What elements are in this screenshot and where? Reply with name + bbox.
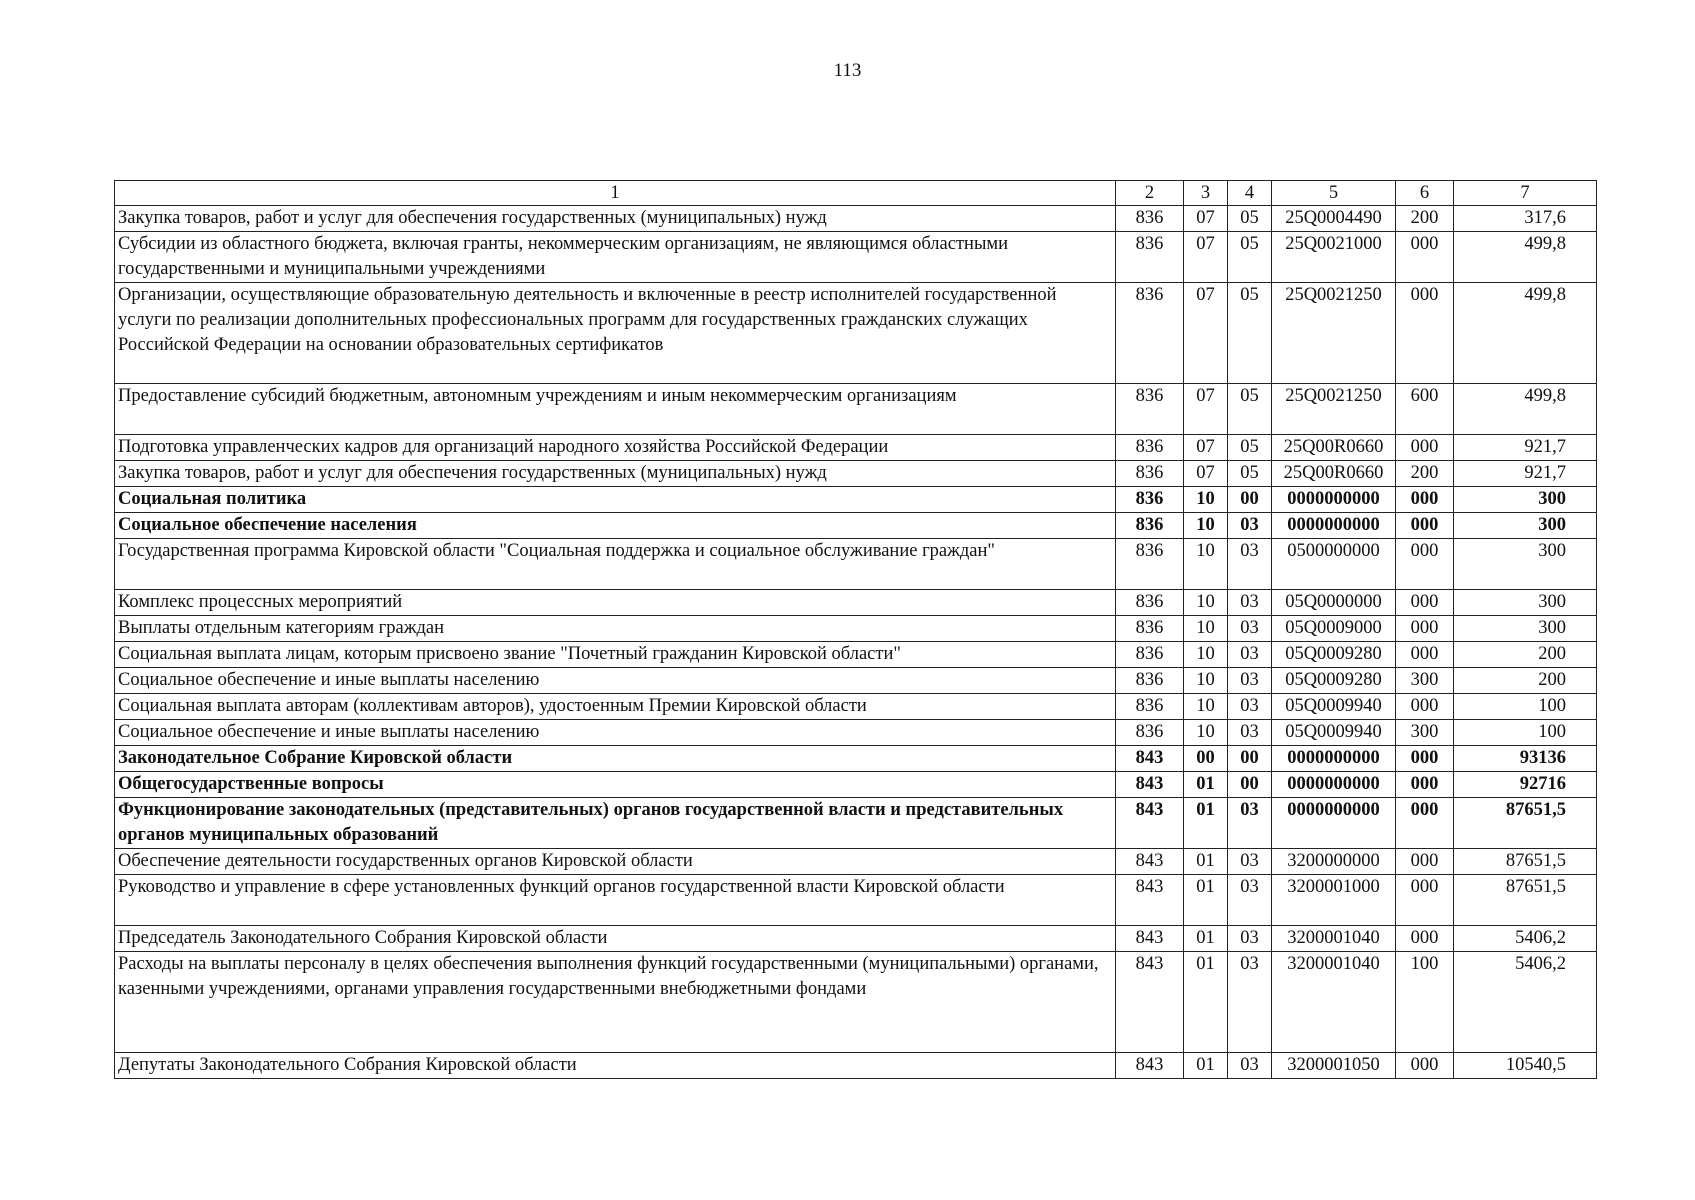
budget-table xyxy=(114,180,1597,1079)
row-section-code: 10 xyxy=(1184,720,1228,746)
table-row xyxy=(115,487,1597,513)
row-name: Председатель Законодательного Собрания Кировской области xyxy=(115,926,1116,952)
table-row xyxy=(115,283,1597,384)
table-row xyxy=(115,849,1597,875)
row-expense-type-code: 300 xyxy=(1396,720,1454,746)
table-row xyxy=(115,720,1597,746)
row-target-code: 3200001040 xyxy=(1272,926,1396,952)
row-section-code: 10 xyxy=(1184,590,1228,616)
row-expense-type-code: 000 xyxy=(1396,1053,1454,1079)
row-ved-code: 843 xyxy=(1116,772,1184,798)
row-subsection-code: 05 xyxy=(1228,435,1272,461)
table-row xyxy=(115,668,1597,694)
row-ved-code: 843 xyxy=(1116,746,1184,772)
row-amount: 92716 xyxy=(1454,772,1597,798)
row-subsection-code: 03 xyxy=(1228,694,1272,720)
row-expense-type-code: 000 xyxy=(1396,435,1454,461)
row-subsection-code: 05 xyxy=(1228,232,1272,283)
row-name: Подготовка управленческих кадров для организаций народного хозяйства Российской Федерации xyxy=(115,435,1116,461)
row-amount: 300 xyxy=(1454,539,1597,590)
row-name: Руководство и управление в сфере установленных функций органов государственной власти Кировской области xyxy=(115,875,1116,926)
row-section-code: 10 xyxy=(1184,539,1228,590)
row-expense-type-code: 100 xyxy=(1396,952,1454,1053)
row-target-code: 25Q00R0660 xyxy=(1272,461,1396,487)
row-name: Государственная программа Кировской области "Социальная поддержка и социальное обслуживание граждан" xyxy=(115,539,1116,590)
row-target-code: 25Q0021250 xyxy=(1272,283,1396,384)
row-amount: 5406,2 xyxy=(1454,926,1597,952)
table-row xyxy=(115,435,1597,461)
row-amount: 87651,5 xyxy=(1454,798,1597,849)
row-expense-type-code: 600 xyxy=(1396,384,1454,435)
row-name: Выплаты отдельным категориям граждан xyxy=(115,616,1116,642)
row-ved-code: 836 xyxy=(1116,513,1184,539)
header-col-3: 3 xyxy=(1184,181,1228,206)
row-ved-code: 836 xyxy=(1116,642,1184,668)
row-section-code: 07 xyxy=(1184,435,1228,461)
row-subsection-code: 03 xyxy=(1228,590,1272,616)
row-amount: 100 xyxy=(1454,694,1597,720)
row-amount: 93136 xyxy=(1454,746,1597,772)
row-name: Социальное обеспечение населения xyxy=(115,513,1116,539)
row-section-code: 01 xyxy=(1184,952,1228,1053)
row-target-code: 05Q0009940 xyxy=(1272,694,1396,720)
row-expense-type-code: 300 xyxy=(1396,668,1454,694)
table-row xyxy=(115,616,1597,642)
row-amount: 200 xyxy=(1454,642,1597,668)
row-name: Социальная политика xyxy=(115,487,1116,513)
row-expense-type-code: 200 xyxy=(1396,206,1454,232)
row-expense-type-code: 000 xyxy=(1396,875,1454,926)
row-target-code: 25Q0004490 xyxy=(1272,206,1396,232)
table-row xyxy=(115,772,1597,798)
row-amount: 100 xyxy=(1454,720,1597,746)
header-col-5: 5 xyxy=(1272,181,1396,206)
row-target-code: 25Q0021250 xyxy=(1272,384,1396,435)
row-name: Предоставление субсидий бюджетным, автономным учреждениям и иным некоммерческим организациям xyxy=(115,384,1116,435)
row-ved-code: 843 xyxy=(1116,798,1184,849)
row-target-code: 0500000000 xyxy=(1272,539,1396,590)
row-name: Организации, осуществляющие образовательную деятельность и включенные в реестр исполнителей государственной услуги по реализации дополнительных профессиональных программ для государственных гражданских служащих Российской Федерации на основании образовательных сертификатов xyxy=(115,283,1116,384)
row-ved-code: 836 xyxy=(1116,461,1184,487)
row-subsection-code: 03 xyxy=(1228,539,1272,590)
row-target-code: 05Q0009000 xyxy=(1272,616,1396,642)
row-amount: 499,8 xyxy=(1454,384,1597,435)
row-ved-code: 836 xyxy=(1116,668,1184,694)
row-amount: 921,7 xyxy=(1454,435,1597,461)
row-expense-type-code: 000 xyxy=(1396,694,1454,720)
row-section-code: 00 xyxy=(1184,746,1228,772)
row-subsection-code: 03 xyxy=(1228,1053,1272,1079)
row-amount: 300 xyxy=(1454,590,1597,616)
row-name: Депутаты Законодательного Собрания Кировской области xyxy=(115,1053,1116,1079)
row-amount: 499,8 xyxy=(1454,232,1597,283)
row-expense-type-code: 200 xyxy=(1396,461,1454,487)
table-row xyxy=(115,746,1597,772)
header-row xyxy=(115,181,1597,206)
row-name: Субсидии из областного бюджета, включая гранты, некоммерческим организациям, не являющимся областными государственными и муниципальными учреждениями xyxy=(115,232,1116,283)
row-name: Закупка товаров, работ и услуг для обеспечения государственных (муниципальных) нужд xyxy=(115,206,1116,232)
row-target-code: 0000000000 xyxy=(1272,772,1396,798)
row-name: Социальное обеспечение и иные выплаты населению xyxy=(115,720,1116,746)
row-ved-code: 843 xyxy=(1116,875,1184,926)
row-subsection-code: 03 xyxy=(1228,513,1272,539)
row-expense-type-code: 000 xyxy=(1396,590,1454,616)
table-row xyxy=(115,952,1597,1053)
row-subsection-code: 03 xyxy=(1228,798,1272,849)
row-expense-type-code: 000 xyxy=(1396,642,1454,668)
row-amount: 300 xyxy=(1454,487,1597,513)
row-ved-code: 836 xyxy=(1116,232,1184,283)
table-row xyxy=(115,1053,1597,1079)
row-section-code: 10 xyxy=(1184,616,1228,642)
row-amount: 300 xyxy=(1454,513,1597,539)
row-ved-code: 836 xyxy=(1116,435,1184,461)
row-subsection-code: 03 xyxy=(1228,616,1272,642)
row-target-code: 25Q0021000 xyxy=(1272,232,1396,283)
table-row xyxy=(115,926,1597,952)
row-subsection-code: 00 xyxy=(1228,746,1272,772)
row-subsection-code: 00 xyxy=(1228,772,1272,798)
row-ved-code: 843 xyxy=(1116,926,1184,952)
row-target-code: 3200001040 xyxy=(1272,952,1396,1053)
table-row xyxy=(115,539,1597,590)
row-expense-type-code: 000 xyxy=(1396,513,1454,539)
row-expense-type-code: 000 xyxy=(1396,283,1454,384)
row-amount: 300 xyxy=(1454,616,1597,642)
row-section-code: 10 xyxy=(1184,487,1228,513)
row-section-code: 07 xyxy=(1184,461,1228,487)
row-section-code: 01 xyxy=(1184,849,1228,875)
table-row xyxy=(115,590,1597,616)
row-subsection-code: 05 xyxy=(1228,283,1272,384)
row-target-code: 0000000000 xyxy=(1272,513,1396,539)
table-row xyxy=(115,513,1597,539)
row-section-code: 10 xyxy=(1184,694,1228,720)
row-subsection-code: 05 xyxy=(1228,461,1272,487)
row-subsection-code: 05 xyxy=(1228,206,1272,232)
row-expense-type-code: 000 xyxy=(1396,746,1454,772)
row-amount: 87651,5 xyxy=(1454,849,1597,875)
row-ved-code: 836 xyxy=(1116,720,1184,746)
header-col-4: 4 xyxy=(1228,181,1272,206)
table-row xyxy=(115,875,1597,926)
table-body xyxy=(115,206,1597,1079)
row-subsection-code: 03 xyxy=(1228,642,1272,668)
row-section-code: 07 xyxy=(1184,384,1228,435)
row-amount: 5406,2 xyxy=(1454,952,1597,1053)
row-expense-type-code: 000 xyxy=(1396,849,1454,875)
row-target-code: 05Q0009280 xyxy=(1272,642,1396,668)
row-subsection-code: 03 xyxy=(1228,668,1272,694)
row-target-code: 05Q0009940 xyxy=(1272,720,1396,746)
row-target-code: 3200001050 xyxy=(1272,1053,1396,1079)
row-ved-code: 843 xyxy=(1116,1053,1184,1079)
header-col-7: 7 xyxy=(1454,181,1597,206)
row-subsection-code: 03 xyxy=(1228,952,1272,1053)
row-section-code: 01 xyxy=(1184,1053,1228,1079)
row-ved-code: 836 xyxy=(1116,384,1184,435)
row-amount: 87651,5 xyxy=(1454,875,1597,926)
row-ved-code: 836 xyxy=(1116,539,1184,590)
row-amount: 499,8 xyxy=(1454,283,1597,384)
row-amount: 317,6 xyxy=(1454,206,1597,232)
header-col-6: 6 xyxy=(1396,181,1454,206)
table-row xyxy=(115,232,1597,283)
row-name: Социальная выплата лицам, которым присвоено звание "Почетный гражданин Кировской области" xyxy=(115,642,1116,668)
table-row xyxy=(115,384,1597,435)
row-name: Законодательное Собрание Кировской области xyxy=(115,746,1116,772)
row-subsection-code: 03 xyxy=(1228,875,1272,926)
row-target-code: 0000000000 xyxy=(1272,798,1396,849)
row-subsection-code: 03 xyxy=(1228,849,1272,875)
row-subsection-code: 00 xyxy=(1228,487,1272,513)
row-name: Социальное обеспечение и иные выплаты населению xyxy=(115,668,1116,694)
row-ved-code: 836 xyxy=(1116,206,1184,232)
header-col-2: 2 xyxy=(1116,181,1184,206)
row-name: Закупка товаров, работ и услуг для обеспечения государственных (муниципальных) нужд xyxy=(115,461,1116,487)
row-name: Социальная выплата авторам (коллективам авторов), удостоенным Премии Кировской области xyxy=(115,694,1116,720)
row-amount: 10540,5 xyxy=(1454,1053,1597,1079)
row-expense-type-code: 000 xyxy=(1396,616,1454,642)
row-expense-type-code: 000 xyxy=(1396,798,1454,849)
row-section-code: 10 xyxy=(1184,668,1228,694)
row-subsection-code: 05 xyxy=(1228,384,1272,435)
row-name: Обеспечение деятельности государственных органов Кировской области xyxy=(115,849,1116,875)
row-section-code: 01 xyxy=(1184,926,1228,952)
table-row xyxy=(115,206,1597,232)
table-row xyxy=(115,461,1597,487)
header-col-1: 1 xyxy=(115,181,1116,206)
row-name: Расходы на выплаты персоналу в целях обеспечения выполнения функций государственными (муниципальными) органами, казенными учреждениями, органами управления государственными внебюджетными фондами xyxy=(115,952,1116,1053)
row-ved-code: 843 xyxy=(1116,849,1184,875)
table-row xyxy=(115,694,1597,720)
row-section-code: 01 xyxy=(1184,875,1228,926)
row-target-code: 05Q0000000 xyxy=(1272,590,1396,616)
row-ved-code: 836 xyxy=(1116,616,1184,642)
row-ved-code: 836 xyxy=(1116,590,1184,616)
row-section-code: 01 xyxy=(1184,772,1228,798)
row-target-code: 0000000000 xyxy=(1272,487,1396,513)
row-section-code: 07 xyxy=(1184,232,1228,283)
row-target-code: 3200000000 xyxy=(1272,849,1396,875)
row-subsection-code: 03 xyxy=(1228,926,1272,952)
row-expense-type-code: 000 xyxy=(1396,926,1454,952)
row-amount: 921,7 xyxy=(1454,461,1597,487)
row-expense-type-code: 000 xyxy=(1396,772,1454,798)
row-ved-code: 836 xyxy=(1116,694,1184,720)
row-ved-code: 836 xyxy=(1116,283,1184,384)
row-amount: 200 xyxy=(1454,668,1597,694)
row-section-code: 07 xyxy=(1184,283,1228,384)
row-subsection-code: 03 xyxy=(1228,720,1272,746)
row-target-code: 3200001000 xyxy=(1272,875,1396,926)
table-row xyxy=(115,642,1597,668)
row-ved-code: 836 xyxy=(1116,487,1184,513)
row-expense-type-code: 000 xyxy=(1396,539,1454,590)
row-target-code: 05Q0009280 xyxy=(1272,668,1396,694)
row-section-code: 10 xyxy=(1184,513,1228,539)
row-expense-type-code: 000 xyxy=(1396,232,1454,283)
row-name: Функционирование законодательных (представительных) органов государственной власти и представительных органов муниципальных образований xyxy=(115,798,1116,849)
row-expense-type-code: 000 xyxy=(1396,487,1454,513)
row-target-code: 0000000000 xyxy=(1272,746,1396,772)
page-number: 113 xyxy=(833,60,862,81)
row-section-code: 07 xyxy=(1184,206,1228,232)
row-section-code: 10 xyxy=(1184,642,1228,668)
row-name: Общегосударственные вопросы xyxy=(115,772,1116,798)
row-target-code: 25Q00R0660 xyxy=(1272,435,1396,461)
row-ved-code: 843 xyxy=(1116,952,1184,1053)
table-row xyxy=(115,798,1597,849)
row-section-code: 01 xyxy=(1184,798,1228,849)
row-name: Комплекс процессных мероприятий xyxy=(115,590,1116,616)
